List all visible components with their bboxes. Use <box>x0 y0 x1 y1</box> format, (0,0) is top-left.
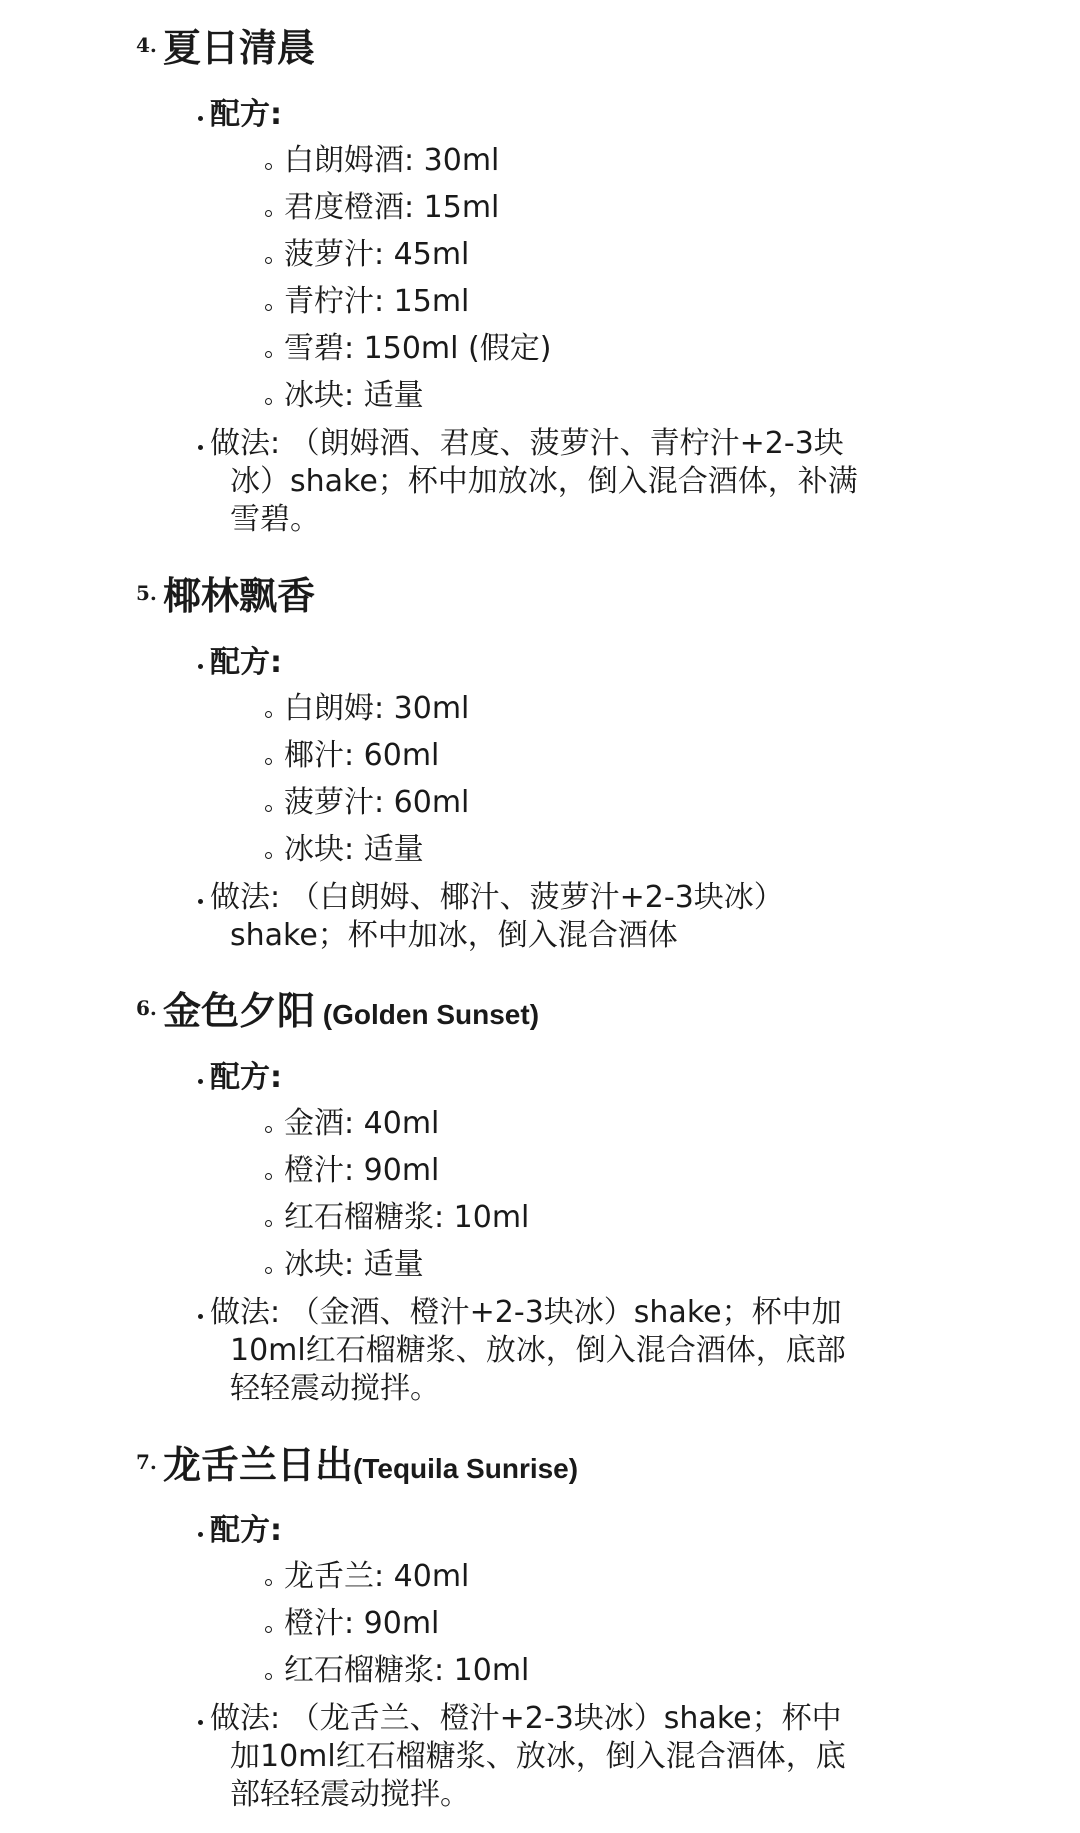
ingredient-item: 冰块: 适量 <box>284 1247 424 1282</box>
method-line: （龙舌兰、橙汁+2-3块冰）shake；杯中 <box>289 1701 842 1736</box>
method-label: 做法: <box>210 426 281 461</box>
method-label: 做法: <box>210 1295 281 1330</box>
method-block <box>210 1700 910 1814</box>
ingredient-item: 冰块: 适量 <box>284 378 424 413</box>
method-line: shake；杯中加冰，倒入混合酒体 <box>230 918 678 953</box>
recipe-label: 配方: <box>210 97 282 132</box>
ingredient-item: 金酒: 40ml <box>284 1106 440 1141</box>
recipe-number: 4. <box>136 33 157 57</box>
recipe-title <box>136 1439 579 1495</box>
method-block <box>210 879 910 955</box>
recipe-label: 配方: <box>210 645 282 680</box>
method-line: （白朗姆、椰汁、菠萝汁+2-3块冰） <box>289 880 784 915</box>
recipe-label: 配方: <box>210 1060 282 1095</box>
method-block <box>210 1294 910 1408</box>
ingredient-item: 菠萝汁: 60ml <box>284 785 470 820</box>
recipe-title-text: 龙舌兰日出 <box>163 1443 354 1487</box>
recipe-title <box>136 985 540 1041</box>
method-line: 轻轻震动搅拌。 <box>230 1371 440 1406</box>
recipe-title <box>136 570 316 626</box>
ingredient-item: 红石榴糖浆: 10ml <box>284 1653 530 1688</box>
recipe-title-english: (Tequila Sunrise) <box>353 1453 579 1484</box>
method-block <box>210 425 910 539</box>
method-line: 部轻轻震动搅拌。 <box>230 1777 470 1812</box>
ingredient-item: 菠萝汁: 45ml <box>284 237 470 272</box>
ingredient-item: 冰块: 适量 <box>284 832 424 867</box>
recipe-number: 7. <box>136 1450 157 1474</box>
recipe-number: 6. <box>136 996 157 1020</box>
ingredient-item: 青柠汁: 15ml <box>284 284 470 319</box>
ingredient-item: 君度橙酒: 15ml <box>284 190 500 225</box>
method-line: （金酒、橙汁+2-3块冰）shake；杯中加 <box>289 1295 842 1330</box>
method-line: （朗姆酒、君度、菠萝汁、青柠汁+2-3块 <box>289 426 844 461</box>
ingredient-item: 橙汁: 90ml <box>284 1606 440 1641</box>
recipe-label: 配方: <box>210 1513 282 1548</box>
method-label: 做法: <box>210 1701 281 1736</box>
method-line: 雪碧。 <box>230 502 320 537</box>
method-line: 冰）shake；杯中加放冰，倒入混合酒体，补满 <box>230 464 858 499</box>
ingredient-item: 雪碧: 150ml (假定) <box>284 331 552 366</box>
recipe-title <box>136 22 316 78</box>
ingredient-item: 白朗姆酒: 30ml <box>284 143 500 178</box>
method-line: 加10ml红石榴糖浆、放冰，倒入混合酒体，底 <box>230 1739 846 1774</box>
recipe-title-text: 椰林飘香 <box>163 574 316 618</box>
recipe-number: 5. <box>136 581 157 605</box>
method-line: 10ml红石榴糖浆、放冰，倒入混合酒体，底部 <box>230 1333 846 1368</box>
ingredient-item: 橙汁: 90ml <box>284 1153 440 1188</box>
method-label: 做法: <box>210 880 281 915</box>
recipe-title-text: 夏日清晨 <box>163 26 316 70</box>
recipe-title-english: (Golden Sunset) <box>315 999 540 1030</box>
ingredient-item: 红石榴糖浆: 10ml <box>284 1200 530 1235</box>
ingredient-item: 白朗姆: 30ml <box>284 691 470 726</box>
ingredient-item: 椰汁: 60ml <box>284 738 440 773</box>
recipe-title-text: 金色夕阳 <box>163 989 316 1033</box>
ingredient-item: 龙舌兰: 40ml <box>284 1559 470 1594</box>
